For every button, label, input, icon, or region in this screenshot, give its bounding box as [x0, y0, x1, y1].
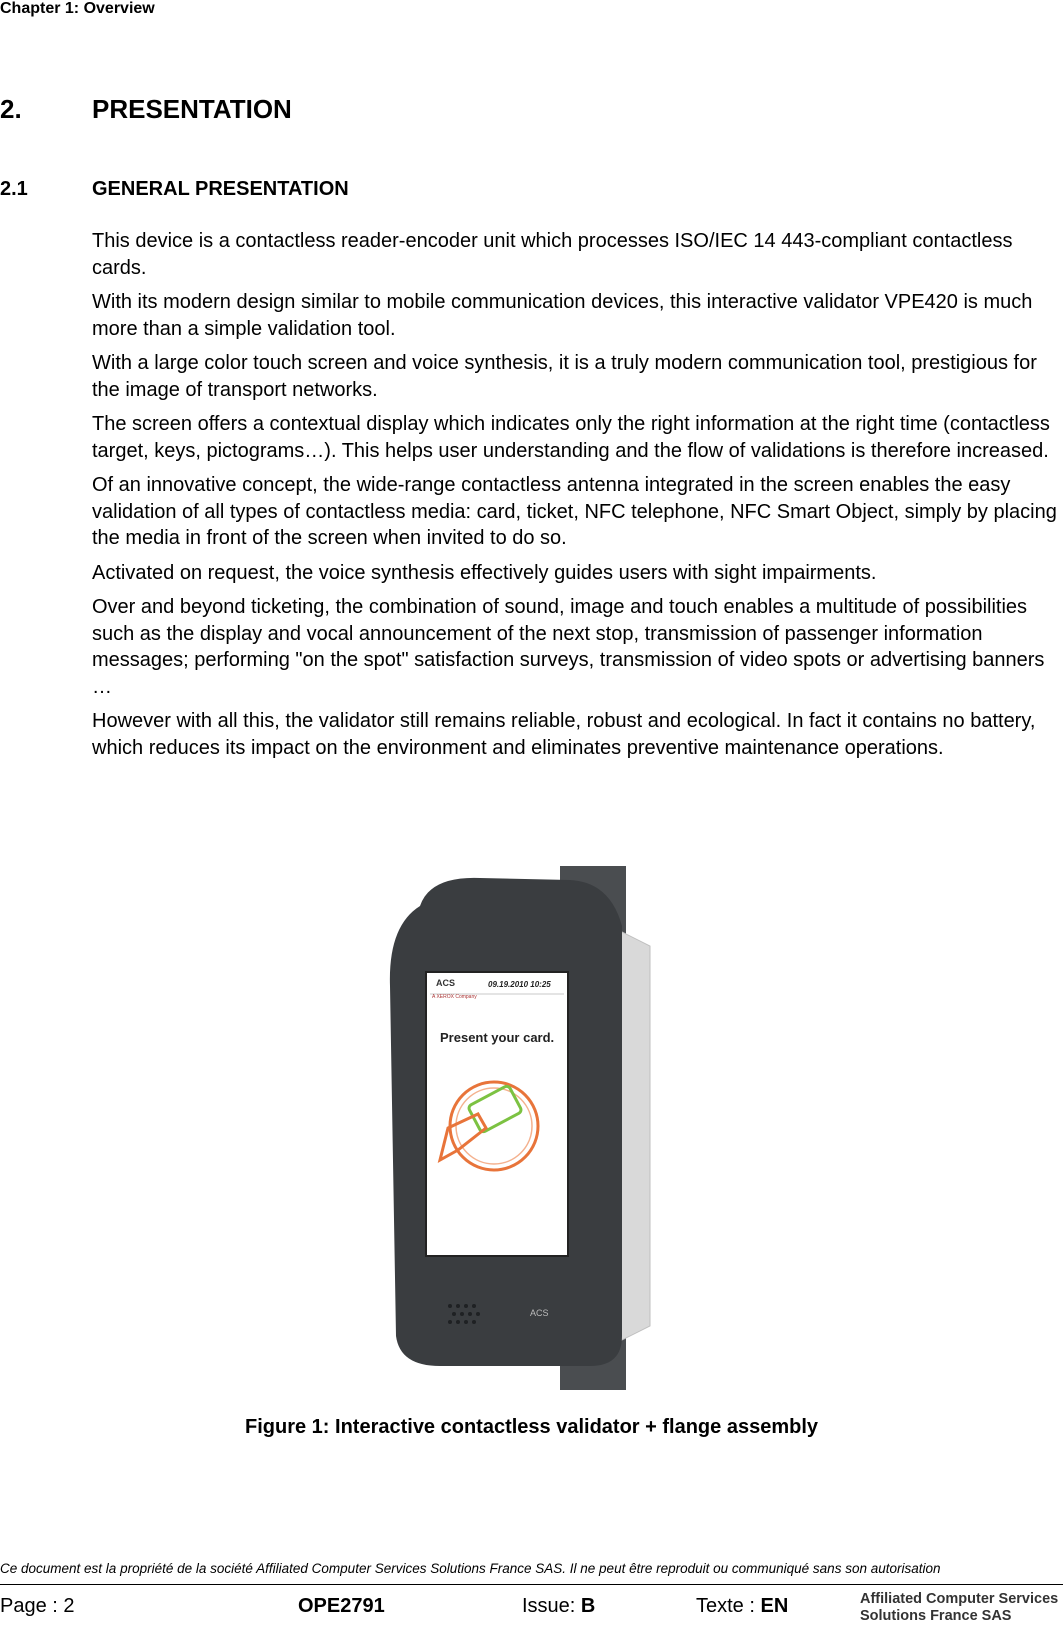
screen-sublogo: A XEROX Company: [432, 994, 477, 1000]
screen-logo: ACS: [436, 978, 456, 988]
document-reference: OPE2791: [298, 1595, 385, 1617]
company-name-line2: Solutions France SAS: [860, 1608, 1012, 1624]
paragraph: The screen offers a contextual display which indicates only the right information at the right time (contactless target, keys, pictograms…). This helps user understanding and the flow of validations is therefore increased.: [92, 413, 1050, 462]
company-name-line1: Affiliated Computer Services: [860, 1591, 1059, 1607]
footer-divider: [0, 1584, 1063, 1585]
paragraph: Over and beyond ticketing, the combination of sound, image and touch enables a multitude of possibilities such as the display and vocal announcement of the next stop, transmission of passenger information messages; performing "on the spot" satisfaction surveys, transmission of video spots or advertising banners …: [92, 596, 1045, 698]
subsection-number: 2.1: [0, 178, 28, 200]
paragraph: This device is a contactless reader-encoder unit which processes ISO/IEC 14 443-compliant contactless cards.: [92, 230, 1013, 279]
validator-device-image: [360, 866, 670, 1390]
subsection-title: GENERAL PRESENTATION: [92, 178, 349, 200]
paragraph: However with all this, the validator still remains reliable, robust and ecological. In fact it contains no battery, which reduces its impact on the environment and eliminates preventive maintenance operations.: [92, 710, 1036, 759]
screen-prompt: Present your card.: [440, 1030, 555, 1045]
paragraph: With its modern design similar to mobile communication devices, this interactive validator VPE420 is much more than a simple validation tool.: [92, 291, 1033, 340]
text-value: EN: [760, 1595, 789, 1617]
paragraph: With a large color touch screen and voice synthesis, it is a truly modern communication tool, prestigious for the image of transport networks.: [92, 352, 1037, 401]
issue-label: Issue:: [522, 1595, 581, 1617]
section-number: 2.: [0, 94, 22, 124]
page-number: Page : 2: [0, 1595, 75, 1617]
text-language-field: [696, 1595, 788, 1618]
screen-datetime: 09.19.2010 10:25: [488, 980, 551, 989]
bezel-logo: ACS: [530, 1308, 549, 1318]
section-title: PRESENTATION: [92, 94, 292, 124]
body-text: [92, 228, 1058, 769]
issue-value: B: [580, 1595, 596, 1617]
device-screen: [426, 972, 568, 1256]
company-logo: [860, 1591, 1058, 1625]
issue-field: [522, 1595, 595, 1618]
chapter-header: Chapter 1: Overview: [0, 0, 155, 17]
text-label: Texte :: [696, 1595, 761, 1617]
paragraph: Of an innovative concept, the wide-range contactless antenna integrated in the screen enables the easy validation of all types of contactless media: card, ticket, NFC telephone, NFC Smart Object, simply by placing the media in front of the screen when invited to do so.: [92, 474, 1057, 549]
figure-caption: Figure 1: Interactive contactless validator + flange assembly: [245, 1416, 818, 1438]
copyright-notice: Ce document est la propriété de la société Affiliated Computer Services Solutions France SAS. Il ne peut être reproduit ou communiqué sans son autorisation: [0, 1561, 941, 1576]
paragraph: Activated on request, the voice synthesis effectively guides users with sight impairments.: [92, 561, 877, 584]
